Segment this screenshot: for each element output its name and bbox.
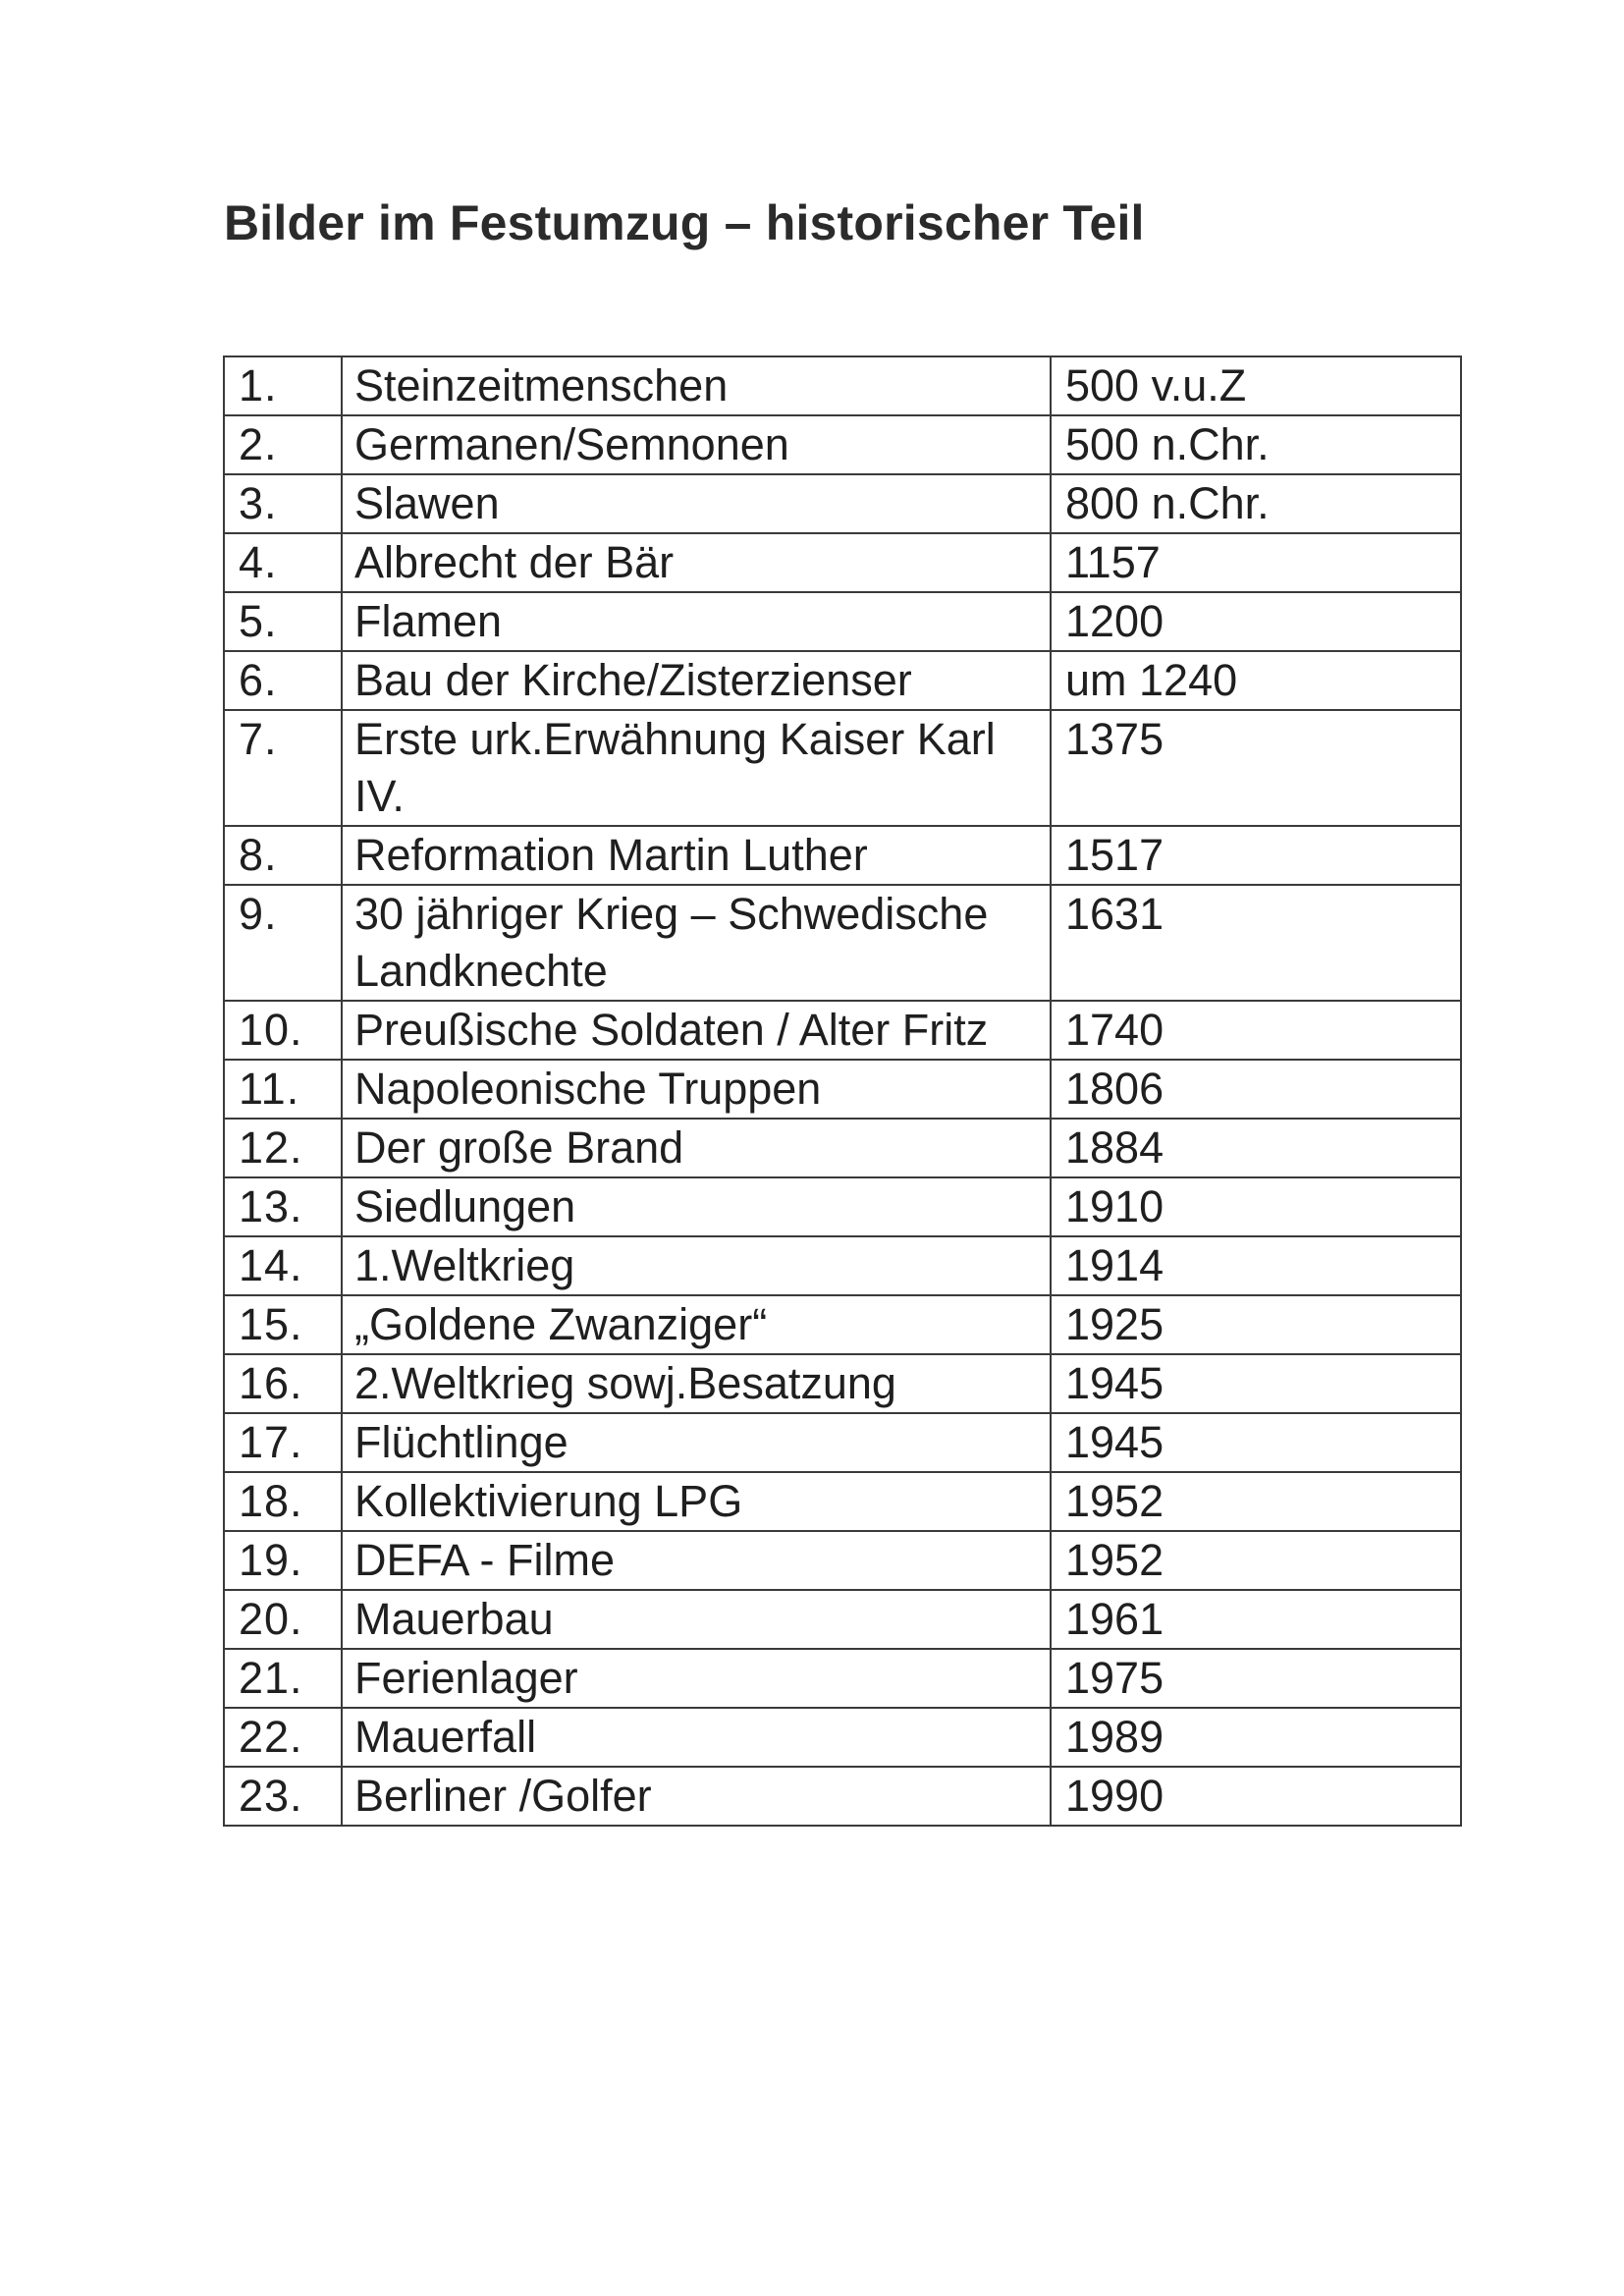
table-row <box>224 1767 1461 1826</box>
row-number: 22. <box>224 1708 342 1767</box>
row-number: 19. <box>224 1531 342 1590</box>
event-year: 1925 <box>1051 1295 1461 1354</box>
table-row <box>224 474 1461 533</box>
row-number: 16. <box>224 1354 342 1413</box>
row-number: 10. <box>224 1001 342 1060</box>
table-row <box>224 1472 1461 1531</box>
event-year: 1990 <box>1051 1767 1461 1826</box>
table-row <box>224 1236 1461 1295</box>
event-year: um 1240 <box>1051 651 1461 710</box>
row-number: 2. <box>224 415 342 474</box>
event-year: 1375 <box>1051 710 1461 826</box>
event-year: 1914 <box>1051 1236 1461 1295</box>
table-row <box>224 1177 1461 1236</box>
table-row <box>224 1295 1461 1354</box>
row-number: 15. <box>224 1295 342 1354</box>
event-name: 30 jähriger Krieg – Schwedische Landknechte <box>342 885 1051 1001</box>
event-name: Germanen/Semnonen <box>342 415 1051 474</box>
event-name: Kollektivierung LPG <box>342 1472 1051 1531</box>
table-row <box>224 415 1461 474</box>
table-row <box>224 592 1461 651</box>
page-title: Bilder im Festumzug – historischer Teil <box>224 195 1145 250</box>
event-year: 1631 <box>1051 885 1461 1001</box>
event-year: 1945 <box>1051 1413 1461 1472</box>
event-year: 1961 <box>1051 1590 1461 1649</box>
event-year: 1806 <box>1051 1060 1461 1119</box>
event-name: Berliner /Golfer <box>342 1767 1051 1826</box>
row-number: 7. <box>224 710 342 826</box>
event-name: Flamen <box>342 592 1051 651</box>
event-year: 1952 <box>1051 1472 1461 1531</box>
event-name: Napoleonische Truppen <box>342 1060 1051 1119</box>
row-number: 18. <box>224 1472 342 1531</box>
table-row <box>224 1649 1461 1708</box>
event-name: Ferienlager <box>342 1649 1051 1708</box>
event-name: Preußische Soldaten / Alter Fritz <box>342 1001 1051 1060</box>
event-year: 1945 <box>1051 1354 1461 1413</box>
row-number: 1. <box>224 356 342 415</box>
event-name: Erste urk.Erwähnung Kaiser Karl IV. <box>342 710 1051 826</box>
event-name: Der große Brand <box>342 1119 1051 1177</box>
table-row <box>224 1590 1461 1649</box>
event-year: 800 n.Chr. <box>1051 474 1461 533</box>
event-year: 1975 <box>1051 1649 1461 1708</box>
event-year: 1200 <box>1051 592 1461 651</box>
row-number: 13. <box>224 1177 342 1236</box>
row-number: 17. <box>224 1413 342 1472</box>
event-name: „Goldene Zwanziger“ <box>342 1295 1051 1354</box>
row-number: 8. <box>224 826 342 885</box>
table-row <box>224 533 1461 592</box>
events-table-body <box>224 356 1461 1826</box>
event-name: Flüchtlinge <box>342 1413 1051 1472</box>
table-row <box>224 1708 1461 1767</box>
event-name: 1.Weltkrieg <box>342 1236 1051 1295</box>
event-name: Albrecht der Bär <box>342 533 1051 592</box>
table-row <box>224 1060 1461 1119</box>
event-year: 500 v.u.Z <box>1051 356 1461 415</box>
row-number: 5. <box>224 592 342 651</box>
table-row <box>224 1354 1461 1413</box>
row-number: 6. <box>224 651 342 710</box>
events-table <box>223 355 1462 1827</box>
table-row <box>224 826 1461 885</box>
table-row <box>224 710 1461 826</box>
row-number: 23. <box>224 1767 342 1826</box>
event-year: 1884 <box>1051 1119 1461 1177</box>
event-name: Siedlungen <box>342 1177 1051 1236</box>
table-row <box>224 885 1461 1001</box>
event-year: 1989 <box>1051 1708 1461 1767</box>
event-name: Steinzeitmenschen <box>342 356 1051 415</box>
event-name: DEFA - Filme <box>342 1531 1051 1590</box>
event-name: Reformation Martin Luther <box>342 826 1051 885</box>
row-number: 11. <box>224 1060 342 1119</box>
row-number: 12. <box>224 1119 342 1177</box>
event-name: Bau der Kirche/Zisterzienser <box>342 651 1051 710</box>
row-number: 21. <box>224 1649 342 1708</box>
table-row <box>224 1413 1461 1472</box>
event-year: 1740 <box>1051 1001 1461 1060</box>
event-name: Slawen <box>342 474 1051 533</box>
event-name: Mauerfall <box>342 1708 1051 1767</box>
event-year: 1157 <box>1051 533 1461 592</box>
event-name: 2.Weltkrieg sowj.Besatzung <box>342 1354 1051 1413</box>
row-number: 9. <box>224 885 342 1001</box>
table-row <box>224 356 1461 415</box>
row-number: 3. <box>224 474 342 533</box>
event-name: Mauerbau <box>342 1590 1051 1649</box>
table-row <box>224 1119 1461 1177</box>
table-row <box>224 651 1461 710</box>
row-number: 4. <box>224 533 342 592</box>
event-year: 500 n.Chr. <box>1051 415 1461 474</box>
table-row <box>224 1531 1461 1590</box>
table-row <box>224 1001 1461 1060</box>
event-year: 1910 <box>1051 1177 1461 1236</box>
row-number: 20. <box>224 1590 342 1649</box>
row-number: 14. <box>224 1236 342 1295</box>
event-year: 1517 <box>1051 826 1461 885</box>
event-year: 1952 <box>1051 1531 1461 1590</box>
